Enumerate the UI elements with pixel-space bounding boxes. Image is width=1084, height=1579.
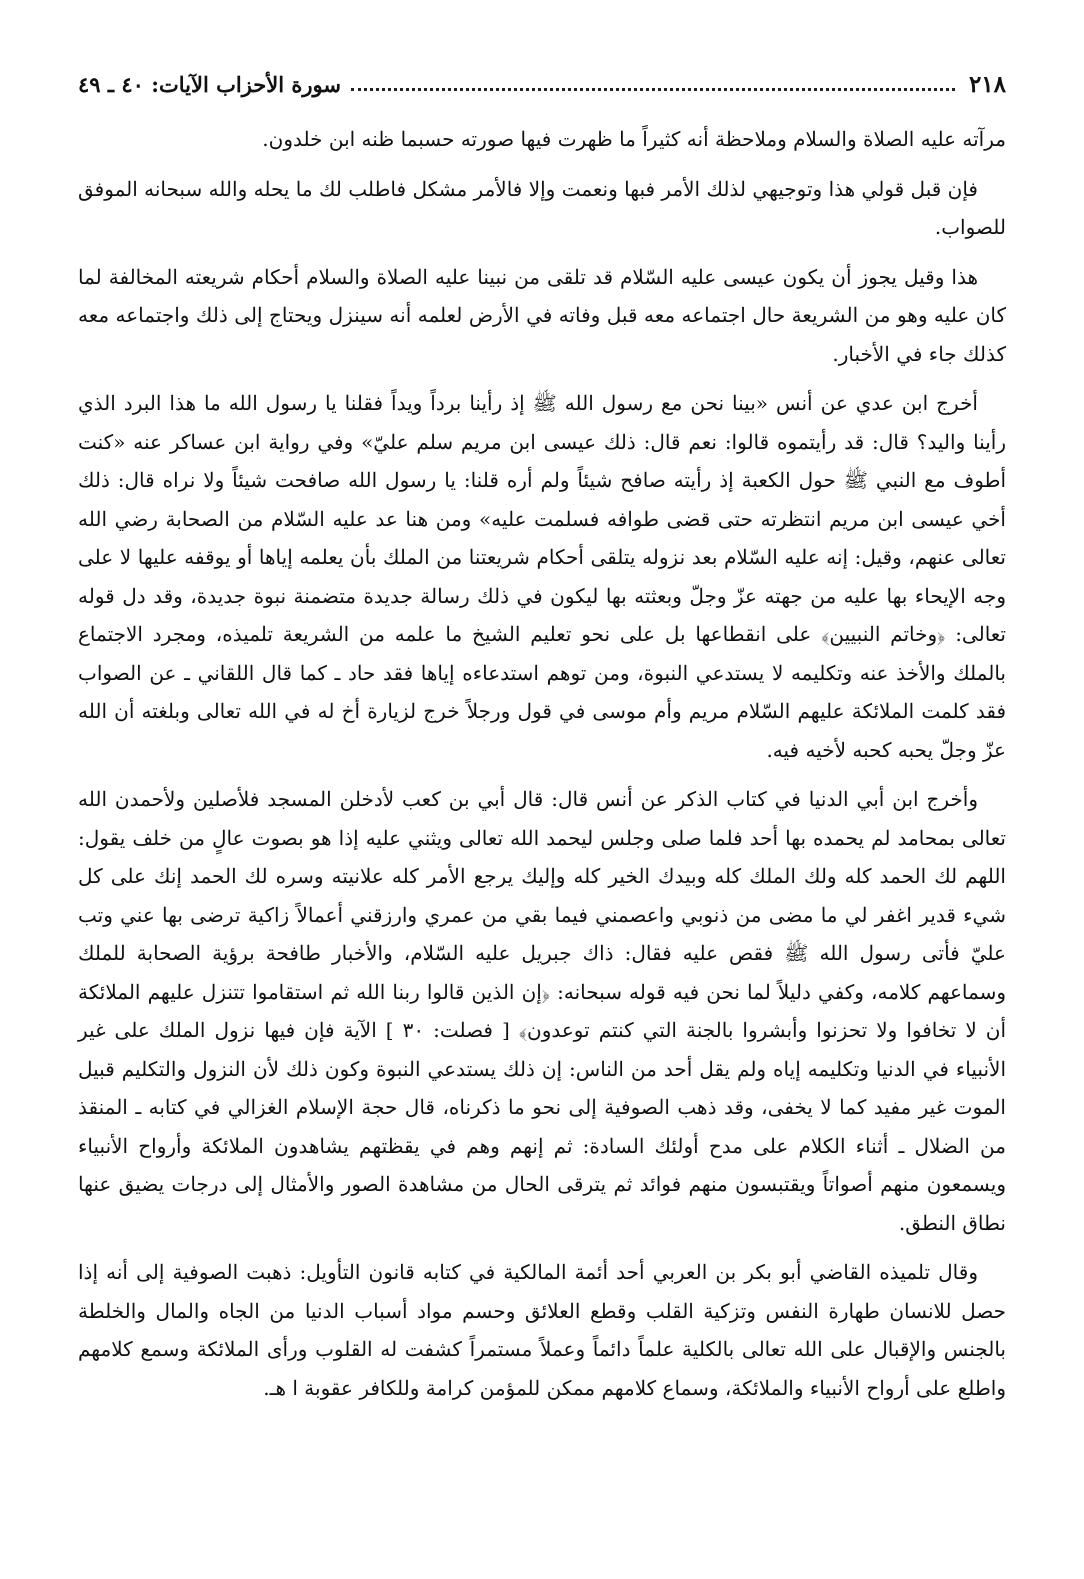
page-number: ٢١٨ (968, 70, 1006, 98)
paragraph-3: هذا وقيل يجوز أن يكون عيسى عليه السّلام قد تلقى من نبينا عليه الصلاة والسلام أحكام شريعته المخالفة لما كان عليه وهو من الشريعة حال اجتماعه معه قبل وفاته في الأرض لعلمه أنه سينزل ويحتاج إلى ذلك واجتماعه معه كذلك جاء في الأخبار. (78, 264, 1006, 366)
paragraph-1: مرآته عليه الصلاة والسلام وملاحظة أنه كثيراً ما ظهرت فيها صورته حسبما ظنه ابن خلدون. (262, 127, 1006, 151)
body-text (78, 120, 1006, 1407)
paragraph-5: وأخرج ابن أبي الدنيا في كتاب الذكر عن أنس قال: قال أبي بن كعب لأدخلن المسجد فلأصلين ولأحمدن الله تعالى بمحامد لم يحمده بها أحد فلما صلى وجلس ليحمد الله تعالى ويثني عليه إذا هو بصوت عالٍ من خلف يقول: اللهم لك الحمد كله ولك الملك كله وبيدك الخير كله وإليك يرجع الأمر كله علانيته وسره لك الحمد إنك على كل شيء قدير اغفر لي ما مضى من ذنوبي واعصمني فيما بقي من عمري وارزقني أعمالاً زاكية ترضى بها عني وتب عليّ فأتى رسول الله ﷺ فقص عليه فقال: ذاك جبريل عليه السّلام، والأخبار طافحة برؤية الصحابة للملك وسماعهم كلامه، وكفي دليلاً لما نحن فيه قوله سبحانه: ﴿إن الذين قالوا ربنا الله ثم استقاموا تتنزل عليهم الملائكة أن لا تخافوا ولا تحزنوا وأبشروا بالجنة التي كنتم توعدون﴾ [ فصلت: ٣٠ ] الآية فإن فيها نزول الملك على غير الأنبياء في الدنيا وتكليمه إياه ولم يقل أحد من الناس: إن ذلك يستدعي النبوة وكون ذلك لأن النزول والتكليم قبيل الموت غير مفيد كما لا يخفى، وقد ذهب الصوفية إلى نحو ما ذكرناه، قال حجة الإسلام الغزالي في كتابه ـ المنقذ من الضلال ـ أثناء الكلام على مدح أولئك السادة: ثم إنهم وهم في يقظتهم يشاهدون الملائكة وأرواح الأنبياء ويسمعون منهم أصواتاً ويقتبسون منهم فوائد ثم يترقى الحال من مشاهدة الصور والأمثال إلى درجات يضيق عنها نطاق النطق. (78, 787, 1006, 1235)
paragraph-4: أخرج ابن عدي عن أنس «بينا نحن مع رسول الله ﷺ إذ رأينا برداً ويداً فقلنا يا رسول الله ما هذا البرد الذي رأينا واليد؟ قال: قد رأيتموه قالوا: نعم قال: ذلك عيسى ابن مريم سلم عليّ» وفي رواية ابن عساكر عنه «كنت أطوف مع النبي ﷺ حول الكعبة إذ رأيته صافح شيئاً ولم أره قلنا: يا رسول الله صافحت شيئاً ولا نراه قال: ذلك أخي عيسى ابن مريم انتظرته حتى قضى طوافه فسلمت عليه» ومن هنا عد عليه السّلام من الصحابة رضي الله تعالى عنهم، وقيل: إنه عليه السّلام بعد نزوله يتلقى أحكام شريعتنا من الملك بأن يعلمه إياها أو يوقفه عليها لا على وجه الإيحاء بها عليه من جهته عزّ وجلّ وبعثته بها ليكون في ذلك رسالة جديدة متضمنة نبوة جديدة، وقد دل قوله تعالى: ﴿وخاتم النبيين﴾ على انقطاعها بل على نحو تعليم الشيخ ما علمه من الشريعة تلميذه، ومجرد الاجتماع بالملك والأخذ عنه وتكليمه لا يستدعي النبوة، ومن توهم استدعاءه إياها فقد حاد ـ كما قال اللقاني ـ عن الصواب فقد كلمت الملائكة عليهم السّلام مريم وأم موسى في قول ورجلاً خرج لزيارة أخ له في الله تعالى وبلغته أن الله عزّ وجلّ يحبه كحبه لأخيه فيه. (78, 391, 1007, 762)
paragraph-6: وقال تلميذه القاضي أبو بكر بن العربي أحد أئمة المالكية في كتابه قانون التأويل: ذهبت الصوفية إلى أنه إذا حصل للانسان طهارة النفس وتزكية القلب وقطع العلائق وحسم مواد أسباب الدنيا من الجاه والمال والخلطة بالجنس والإقبال على الله تعالى بالكلية علماً دائماً وعملاً مستمراً كشفت له القلوب ورأى الملائكة وسمع كلامهم واطلع على أرواح الأنبياء والملائكة، وسماع كلامهم ممكن للمؤمن كرامة وللكافر عقوبة ا هـ. (78, 1260, 1006, 1400)
book-page (78, 58, 1006, 1418)
header-dot-leader (351, 88, 955, 91)
paragraph-2: فإن قبل قولي هذا وتوجيهي لذلك الأمر فبها ونعمت وإلا فالأمر مشكل فاطلب لك ما يحله والله سبحانه الموفق للصواب. (78, 176, 1006, 239)
header-title: سورة الأحزاب الآيات: ٤٠ ـ ٤٩ (78, 71, 341, 97)
running-header (78, 58, 1006, 110)
